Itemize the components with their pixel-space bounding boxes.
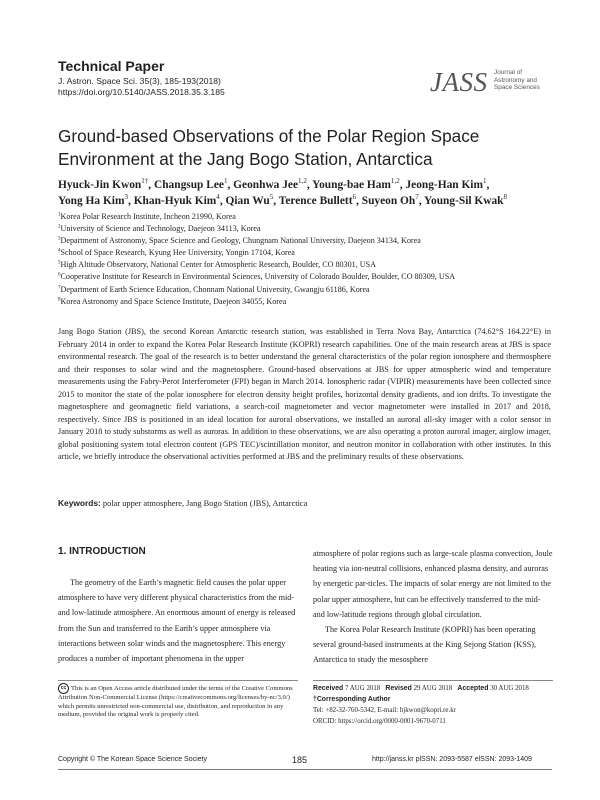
affiliation-text: Korea Polar Research Institute, Incheon 21990, Korea bbox=[60, 212, 236, 221]
footer-issn: http://janss.kr plSSN: 2093-5587 elSSN: 2093-1409 bbox=[372, 756, 532, 763]
license-text: This is an Open Access article distributed under the terms of the Creative Commons Attribution Non-Commercial License (https://creativecommons.org/licenses/by-nc/3.0/) which permits unrestricted non-commercial use, distribution, and reproduction in any medium, provided the original work is properly cited. bbox=[58, 685, 293, 719]
author-name: Geonhwa Jee bbox=[233, 179, 299, 191]
author-affiliation-marker: 6 bbox=[352, 193, 357, 202]
author-affiliation-marker: 8 bbox=[503, 193, 508, 202]
received-label: Received bbox=[313, 685, 344, 692]
journal-logo-subtext bbox=[494, 69, 546, 92]
author-name: Qian Wu bbox=[225, 195, 270, 207]
affiliation-number: 6 bbox=[58, 272, 61, 278]
affiliation-item bbox=[58, 211, 578, 223]
author-affiliation-marker: 1,2 bbox=[390, 177, 400, 186]
affiliation-text: Korea Astronomy and Space Science Institute, Daejeon 34055, Korea bbox=[60, 296, 287, 306]
author-name: Hyuck-Jin Kwon bbox=[58, 179, 142, 191]
journal-logo bbox=[430, 66, 548, 98]
footnote-divider-left bbox=[58, 680, 298, 681]
affiliation-text: Department of Earth Science Education, Chonnam National University, Gwangju 61186, Korea bbox=[60, 284, 370, 294]
journal-logo-wordmark: JASS bbox=[430, 67, 488, 97]
footer-divider bbox=[58, 769, 552, 770]
author-name: Terence Bullett bbox=[278, 195, 353, 207]
affiliation-number: 2 bbox=[58, 224, 61, 230]
intro-paragraph-1: The geometry of the Earth’s magnetic field causes the polar upper atmosphere to have very different physical characteristics from the mid- and low-latitude atmosphere. An enormous amount of energy is released from the Sun and transferred to the Earth’s upper atmosphere via interactions between solar winds and the magnetosphere. This energy produces a number of important phenomena in the upper bbox=[58, 578, 296, 664]
body-column-left bbox=[58, 575, 298, 666]
author-affiliation-marker: 5 bbox=[269, 193, 274, 202]
author-list: Hyuck-Jin Kwon$^{1\dagger}$, Changsup Lee$^1$, Geonhwa Jee$^{1,2}$, Young-bae Ham$^{1,2}$, Jeong-Han Kim$^1$, Yong Ha Kim$^3$, Khan-Hyuk Kim$^4$, Qian Wu$^5$, Terence Bullett$^6$, Suyeon Oh$^7$, Young-Sil Kwak$^8$ bbox=[58, 177, 508, 207]
affiliation-text: Cooperative Institute for Research in Environmental Sciences, University of Colorado Boulder, Boulder, CO 80309, USA bbox=[60, 272, 456, 282]
citation-block bbox=[58, 76, 225, 98]
affiliation-item bbox=[58, 284, 578, 296]
author-name: Jeong-Han Kim bbox=[405, 179, 483, 191]
author-affiliation-marker: 4 bbox=[216, 193, 220, 202]
affiliation-number: 8 bbox=[58, 296, 61, 302]
affiliation-item bbox=[58, 235, 578, 247]
affiliation-number: 3 bbox=[58, 236, 61, 242]
intro-paragraph-1-continued: atmosphere of polar regions such as large-scale plasma convection, Joule heating via ion-neutral collisions, enhanced plasma density, and auroras by energetic par-ticles. The impacts of solar energy are not limited to the polar upper atmosphere, but can be effectively transferred to the mid- and low-latitude regions through global circulation. bbox=[313, 549, 553, 619]
body-column-right bbox=[313, 546, 553, 668]
keywords-text: polar upper atmosphere, Jang Bogo Station (JBS), Antarctica bbox=[102, 499, 308, 508]
author-name: Yong Ha Kim bbox=[58, 195, 125, 207]
citation-journal-line: J. Astron. Space Sci. 35(3), 185-193(2018) bbox=[58, 76, 221, 86]
author-affiliation-marker: 1 bbox=[482, 177, 487, 186]
affiliation-text: Department of Astronomy, Space Science and Geology, Chungnam National University, Daejeon 34134, Korea bbox=[60, 236, 421, 246]
contact-info[interactable]: Tel: +82-32-760-5342, E-mail: hjkwon@kopri.re.kr bbox=[313, 707, 456, 714]
affiliation-number: 4 bbox=[58, 248, 61, 254]
author-affiliation-marker: 7 bbox=[415, 193, 419, 202]
article-history bbox=[313, 683, 553, 727]
received-date: 7 AUG 2018 bbox=[345, 685, 381, 692]
affiliation-number: 1 bbox=[58, 212, 61, 218]
article-dates bbox=[313, 683, 553, 694]
author-name: Young-bae Ham bbox=[312, 179, 391, 191]
license-notice bbox=[58, 683, 298, 720]
revised-date: 29 AUG 2018 bbox=[413, 685, 453, 692]
footer-copyright: Copyright © The Korean Space Science Society bbox=[58, 756, 207, 763]
author-affiliation-marker: 1† bbox=[141, 177, 149, 186]
paper-title: Ground-based Observations of the Polar Region Space Environment at the Jang Bogo Station, Antarctica bbox=[58, 126, 480, 169]
corresponding-author-label: †Corresponding Author bbox=[313, 696, 391, 703]
creative-commons-icon: cc bbox=[58, 683, 69, 694]
keywords-label: Keywords: bbox=[58, 498, 101, 508]
affiliation-item bbox=[58, 296, 578, 308]
affiliation-number: 5 bbox=[58, 260, 61, 266]
affiliation-item bbox=[58, 247, 578, 259]
doi-link[interactable]: https://doi.org/10.5140/JASS.2018.35.3.185 bbox=[58, 87, 225, 97]
author-name: Changsup Lee bbox=[153, 179, 224, 191]
affiliation-text: High Altitude Observatory, National Center for Atmospheric Research, Boulder, CO 80301, USA bbox=[60, 260, 376, 270]
author-name: Khan-Hyuk Kim bbox=[133, 195, 217, 207]
affiliation-item bbox=[58, 271, 578, 283]
accepted-label: Accepted bbox=[457, 685, 489, 692]
affiliation-item bbox=[58, 259, 578, 271]
paper-type-label: Technical Paper bbox=[58, 58, 165, 74]
author-affiliation-marker: 1,2 bbox=[298, 177, 307, 186]
author-affiliation-marker: 1 bbox=[223, 177, 228, 186]
affiliation-text: School of Space Research, Kyung Hee University, Yongin 17104, Korea bbox=[60, 248, 295, 258]
author-name: Young-Sil Kwak bbox=[424, 195, 504, 207]
affiliation-item bbox=[58, 223, 578, 235]
footnote-divider-right bbox=[313, 680, 553, 681]
affiliation-number: 7 bbox=[58, 284, 61, 290]
author-affiliation-marker: 3 bbox=[124, 193, 128, 202]
orcid-link[interactable]: ORCID: https://orcid.org/0000-0001-9670-0711 bbox=[313, 718, 446, 725]
intro-paragraph-2: The Korea Polar Research Institute (KOPRI) has been operating several ground-based instruments at the King Sejong Station (KSS), Antarctica to study the mesosphere bbox=[313, 625, 537, 665]
page-number: 185 bbox=[292, 755, 308, 765]
accepted-date: 30 AUG 2018 bbox=[490, 685, 529, 692]
author-name: Suyeon Oh bbox=[361, 195, 416, 207]
affiliation-text: University of Science and Technology, Daejeon 34113, Korea bbox=[60, 224, 261, 234]
section-heading-introduction: 1. INTRODUCTION bbox=[58, 546, 146, 557]
keywords-line bbox=[58, 498, 551, 509]
affiliation-list bbox=[58, 211, 578, 308]
journal-logo-subtext-line: Journal of Astronomy and Space Sciences bbox=[494, 69, 540, 92]
abstract: Jang Bogo Station (JBS), the second Korean Antarctic research station, was established in Terra Nova Bay, Antarctica (74.62°S 164.22°E) in February 2014 in order to expand the Korea Polar Research Institute (KOPRI) research capabilities. One of the main research areas at JBS is space environmental research. The goal of the research is to better understand the general characteristics of the polar region ionosphere and thermosphere and their responses to solar wind and the magnetosphere. Ground-based observations at JBS for upper atmospheric wind and temperature measurements using the Fabry-Perot Interferometer (FPI) began in March 2014. Ionospheric radar (VIPIR) measurements have been collected since 2015 to monitor the state of the polar ionosphere for electron density height profiles, horizontal density gradients, and ion drifts. To investigate the magnetosphere and geomagnetic field variations, a search-coil magnetometer and vector magnetometer were installed in 2017 and 2018, respectively. Since JBS is positioned in an ideal location for auroral observations, we installed an auroral all-sky imager with a color sensor in January 2018 to study substorms as well as auroras. In addition to these observations, we are also operating a proton auroral imager, airglow imager, global positioning system total electron content (GPS TEC)/scintillation monitor, and neutron monitor in collaboration with other institutes. In this article, we briefly introduce the observational activities performed at JBS and the preliminary results of these observations. bbox=[58, 327, 551, 462]
revised-label: Revised bbox=[385, 685, 412, 692]
